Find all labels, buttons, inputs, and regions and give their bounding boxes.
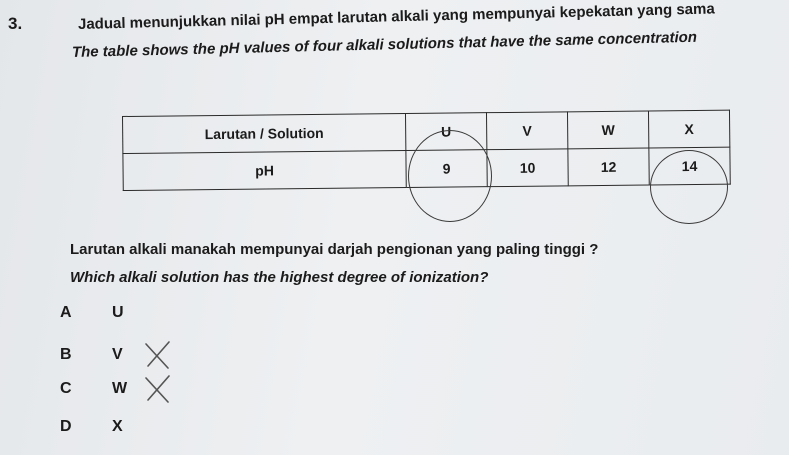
ph-cell-w: 12 [568,148,649,186]
option-b[interactable] [60,340,172,370]
sub-question-english: Which alkali solution has the highest degree of ionization? [70,269,489,286]
cross-mark-icon [144,340,172,370]
option-a[interactable] [60,304,142,322]
solution-cell-w: W [567,111,648,149]
option-text: W [112,380,128,397]
table-header-ph: pH [123,151,406,191]
option-text: V [112,346,123,363]
sub-question-malay: Larutan alkali manakah mempunyai darjah pengionan yang paling tinggi ? [70,241,599,258]
option-letter: A [60,304,72,321]
question-number: 3. [8,14,23,33]
option-text: X [112,418,123,435]
pencil-circle-x [650,150,728,224]
ph-cell-x: 14 [649,147,730,185]
ph-cell-u: 9 [406,150,487,188]
option-letter: D [60,418,72,435]
question-text-english: The table shows the pH values of four alkali solutions that have the same concentration [71,28,698,61]
option-text: U [112,304,124,321]
option-c[interactable] [60,374,172,404]
solution-cell-u: U [405,113,486,151]
table-header-solution: Larutan / Solution [123,114,406,154]
option-d[interactable] [60,418,142,436]
question-text-malay: Jadual menunjukkan nilai pH empat larutan alkali yang mempunyai kepekatan yang sama [77,0,715,33]
cross-mark-icon [144,374,172,404]
solution-cell-x: X [648,110,729,148]
ph-cell-v: 10 [487,149,568,187]
pencil-circle-u [408,130,492,222]
option-letter: B [60,346,72,363]
option-letter: C [60,380,72,397]
solution-cell-v: V [486,112,567,150]
